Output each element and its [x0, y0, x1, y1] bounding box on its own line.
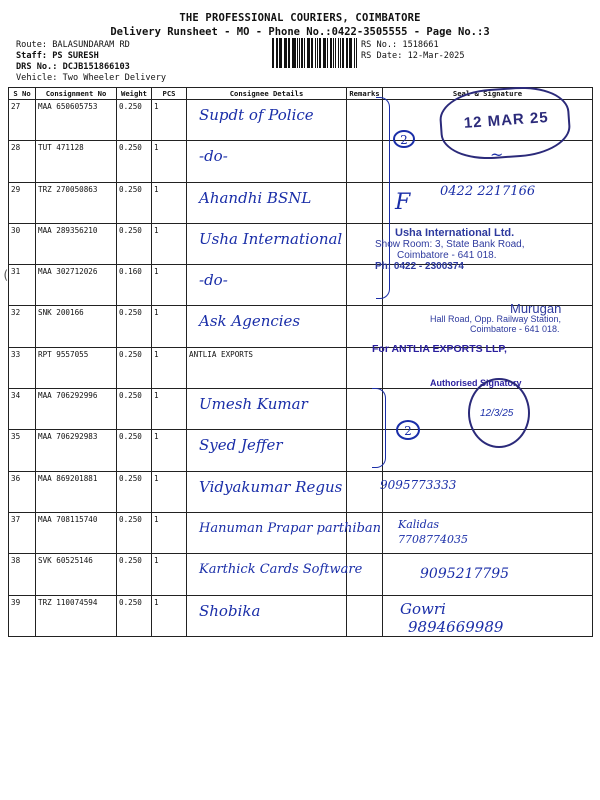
- col-consignee: Consignee Details: [187, 88, 347, 100]
- cell-consignee: [187, 595, 347, 636]
- signature-row29-mark: F: [395, 190, 411, 215]
- cell-pcs: 1: [152, 223, 187, 264]
- vehicle-line: [16, 73, 166, 83]
- barcode-bar: [293, 38, 295, 68]
- cell-sno: 29: [9, 182, 36, 223]
- barcode-bar: [315, 38, 316, 68]
- cell-sno: 36: [9, 471, 36, 512]
- date-stamp-text: 12 MAR 25: [463, 108, 550, 132]
- cell-consignment: SNK 200166: [36, 306, 117, 347]
- barcode-bar: [335, 38, 336, 68]
- usha-stamp-line4: Ph: 0422 - 2300374: [375, 261, 464, 272]
- cell-consignment: MAA 302712026: [36, 265, 117, 306]
- route-label: Route:: [16, 40, 48, 50]
- barcode-bar: [284, 38, 285, 68]
- cell-pcs: 1: [152, 512, 187, 553]
- barcode-bar: [338, 38, 340, 68]
- barcode-bar: [356, 38, 357, 68]
- murugan-stamp-line2: Hall Road, Opp. Railway Station,: [430, 314, 562, 324]
- usha-stamp: [375, 228, 525, 272]
- barcode-bar: [327, 38, 328, 68]
- usha-stamp-line3: Coimbatore - 641 018.: [397, 250, 497, 261]
- cell-sno: 30: [9, 223, 36, 264]
- meta-left: [16, 40, 266, 73]
- murugan-stamp-line1: Murugan: [510, 301, 562, 316]
- rs-no-label: RS No.:: [361, 40, 398, 50]
- cell-sno: 38: [9, 554, 36, 595]
- barcode-bar: [330, 38, 332, 68]
- antlia-stamp-line2: Authorised Signatory: [430, 378, 522, 388]
- usha-stamp-line1: Usha International Ltd.: [395, 227, 515, 239]
- barcode-bar: [346, 38, 347, 68]
- signature-row37-name: Kalidas: [398, 518, 440, 531]
- cell-consignee: [187, 265, 347, 306]
- cell-weight: 0.250: [117, 182, 152, 223]
- cell-consignee: [187, 141, 347, 182]
- cell-pcs: 1: [152, 141, 187, 182]
- rs-date-value: 12-Mar-2025: [407, 51, 465, 61]
- cell-consignment: TUT 471128: [36, 141, 117, 182]
- barcode-bar: [354, 38, 356, 68]
- cell-consignment: MAA 869201881: [36, 471, 117, 512]
- runsheet-subtitle: Delivery Runsheet - MO - Phone No.:0422-3505555 - Page No.:3: [110, 26, 490, 38]
- route-value: BALASUNDARAM RD: [52, 40, 130, 50]
- antlia-stamp-line1: For ANTLIA EXPORTS LLP,: [372, 343, 507, 355]
- cell-weight: 0.250: [117, 141, 152, 182]
- cell-consignee: [187, 389, 347, 430]
- cell-sno: 35: [9, 430, 36, 471]
- cell-weight: 0.250: [117, 554, 152, 595]
- cell-weight: 0.250: [117, 223, 152, 264]
- cell-pcs: 1: [152, 306, 187, 347]
- cell-sno: 34: [9, 389, 36, 430]
- staff-value: PS SURESH: [52, 51, 99, 61]
- drs-barcode: [272, 38, 358, 68]
- cell-consignee: [187, 347, 347, 388]
- rs-no-value: 1518661: [402, 40, 439, 50]
- barcode-bar: [297, 38, 298, 68]
- consignee-handwritten: Syed Jeffer: [199, 436, 283, 455]
- usha-stamp-line2: Show Room: 3, State Bank Road,: [375, 239, 525, 250]
- round-seal-date: 12/3/25: [480, 408, 514, 419]
- cell-weight: 0.250: [117, 430, 152, 471]
- cell-pcs: 1: [152, 265, 187, 306]
- col-pcs: PCS: [152, 88, 187, 100]
- rs-no-line: [361, 40, 561, 51]
- cell-pcs: 1: [152, 347, 187, 388]
- remark-mark-lower: 2: [396, 420, 420, 440]
- rs-date-line: [361, 51, 561, 62]
- cell-weight: 0.250: [117, 595, 152, 636]
- cell-remarks: [347, 306, 383, 347]
- cell-pcs: 1: [152, 389, 187, 430]
- consignee-handwritten: Karthick Cards Software: [199, 562, 363, 578]
- col-consignment: Consignment No: [36, 88, 117, 100]
- barcode-bar: [324, 38, 326, 68]
- barcode-bar: [319, 38, 321, 68]
- remarks-bracket-lower: [372, 388, 386, 468]
- cell-consignee: [187, 223, 347, 264]
- barcode-bar: [304, 38, 305, 68]
- cell-consignment: RPT 9557055: [36, 347, 117, 388]
- cell-weight: 0.250: [117, 512, 152, 553]
- murugan-stamp: [380, 301, 562, 334]
- barcode-bar: [317, 38, 318, 68]
- signature-row29-phone: 0422 2217166: [440, 184, 536, 199]
- consignee-handwritten: -do-: [199, 271, 228, 290]
- barcode-bar: [342, 38, 344, 68]
- barcode-bar: [311, 38, 313, 68]
- murugan-stamp-line3: Coimbatore - 641 018.: [470, 324, 560, 334]
- cell-sno: 37: [9, 512, 36, 553]
- cell-remarks: [347, 471, 383, 512]
- table-row: [9, 595, 593, 636]
- cell-weight: 0.160: [117, 265, 152, 306]
- barcode-bar: [349, 38, 351, 68]
- cell-consignment: MAA 650605753: [36, 100, 117, 141]
- runsheet-table: [8, 87, 593, 637]
- col-remarks: Remarks: [347, 88, 383, 100]
- signature-row28: ~: [490, 145, 504, 164]
- barcode-bar: [340, 38, 341, 68]
- round-seal-row34: [468, 378, 530, 448]
- signature-row39-phone: 9894669989: [408, 618, 504, 636]
- cell-remarks: [347, 595, 383, 636]
- cell-weight: 0.250: [117, 347, 152, 388]
- drs-value: DCJB151866103: [62, 62, 130, 72]
- cell-sno: 31: [9, 265, 36, 306]
- cell-pcs: 1: [152, 182, 187, 223]
- barcode-bar: [307, 38, 308, 68]
- cell-consignee: [187, 554, 363, 595]
- cell-consignment: SVK 60525146: [36, 554, 117, 595]
- drs-label: DRS No.:: [16, 62, 58, 72]
- barcode-bar: [285, 38, 287, 68]
- cell-pcs: 1: [152, 430, 187, 471]
- barcode-bar: [279, 38, 281, 68]
- consignee-handwritten: Vidyakumar Regus: [199, 477, 343, 496]
- cell-weight: 0.250: [117, 471, 152, 512]
- barcode-bar: [272, 38, 274, 68]
- barcode-bar: [308, 38, 310, 68]
- consignee-handwritten: -do-: [199, 147, 228, 166]
- consignee-handwritten: Ahandhi BSNL: [199, 188, 312, 207]
- cell-sno: 32: [9, 306, 36, 347]
- cell-pcs: 1: [152, 595, 187, 636]
- consignee-handwritten: Supdt of Police: [199, 106, 314, 124]
- cell-consignee: [187, 430, 347, 471]
- table-row: [9, 471, 593, 512]
- vehicle-label: Vehicle:: [16, 73, 58, 83]
- barcode-bar: [299, 38, 300, 68]
- cell-consignment: MAA 706292996: [36, 389, 117, 430]
- consignee-handwritten: Hanuman Prapar parthiban: [199, 520, 382, 536]
- scan-margin-mark: (: [2, 268, 10, 282]
- table-row: [9, 512, 593, 553]
- cell-consignee: [187, 100, 347, 141]
- cell-consignment: MAA 706292983: [36, 430, 117, 471]
- consignee-handwritten: Ask Agencies: [199, 312, 301, 331]
- cell-sno: 33: [9, 347, 36, 388]
- col-sno: S No: [9, 88, 36, 100]
- consignee-handwritten: Shobika: [199, 601, 261, 620]
- cell-consignment: TRZ 110074594: [36, 595, 117, 636]
- staff-label: Staff:: [16, 51, 48, 61]
- barcode-bar: [276, 38, 277, 68]
- barcode-bar: [292, 38, 293, 68]
- consignee-handwritten: Umesh Kumar: [199, 395, 308, 414]
- barcode-bar: [288, 38, 290, 68]
- cell-consignment: MAA 708115740: [36, 512, 117, 553]
- col-seal: Seal & Signature: [383, 88, 593, 100]
- drs-line: [16, 62, 266, 73]
- company-title: THE PROFESSIONAL COURIERS, COIMBATORE: [179, 12, 421, 24]
- cell-consignee: [187, 306, 347, 347]
- rs-date-label: RS Date:: [361, 51, 403, 61]
- cell-sno: 28: [9, 141, 36, 182]
- signature-row39-name: Gowri: [400, 600, 446, 618]
- consignee-handwritten: Usha International: [199, 229, 343, 248]
- cell-pcs: 1: [152, 100, 187, 141]
- staff-line: [16, 51, 266, 62]
- signature-row36-phone: 9095773333: [380, 478, 457, 492]
- cell-weight: 0.250: [117, 306, 152, 347]
- vehicle-value: Two Wheeler Delivery: [62, 73, 167, 83]
- barcode-bar: [347, 38, 348, 68]
- col-weight: Weight: [117, 88, 152, 100]
- meta-right: [361, 40, 561, 62]
- route-line: [16, 40, 266, 51]
- cell-sno: 27: [9, 100, 36, 141]
- signature-row38-phone: 9095217795: [420, 566, 510, 582]
- cell-sno: 39: [9, 595, 36, 636]
- cell-pcs: 1: [152, 471, 187, 512]
- signature-row37-phone: 7708774035: [398, 533, 468, 546]
- cell-consignment: TRZ 270050863: [36, 182, 117, 223]
- remark-mark-upper: 2: [393, 130, 415, 148]
- cell-weight: 0.250: [117, 389, 152, 430]
- consignee-typed: ANTLIA EXPORTS: [189, 349, 254, 359]
- barcode-bar: [333, 38, 334, 68]
- cell-consignee: [187, 471, 347, 512]
- cell-consignee: [187, 182, 347, 223]
- cell-pcs: 1: [152, 554, 187, 595]
- barcode-bar: [323, 38, 324, 68]
- cell-weight: 0.250: [117, 100, 152, 141]
- cell-consignee: [187, 512, 382, 553]
- barcode-bar: [301, 38, 303, 68]
- cell-consignment: MAA 289356210: [36, 223, 117, 264]
- barcode-bar: [277, 38, 278, 68]
